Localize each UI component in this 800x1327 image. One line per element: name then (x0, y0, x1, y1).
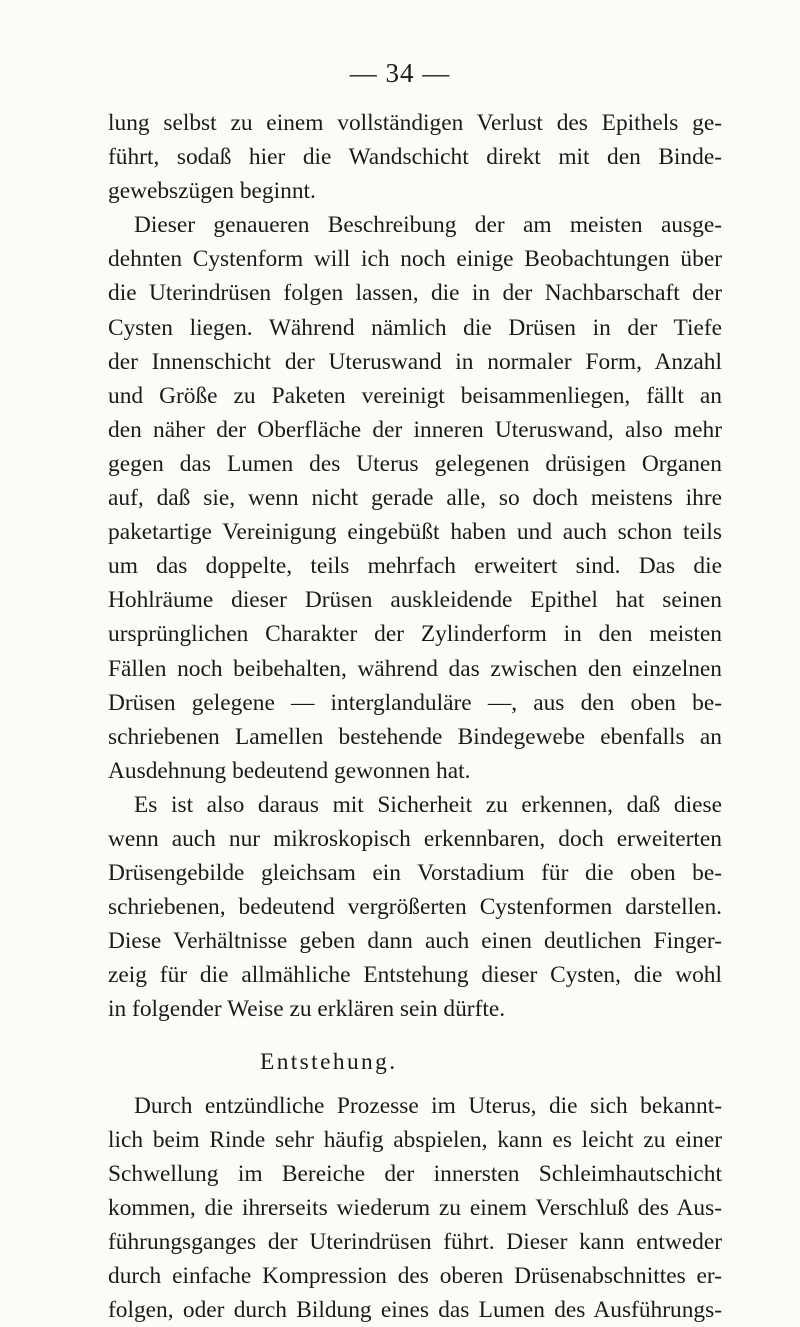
page-number: — 34 — (349, 58, 451, 88)
text-line: führungsganges der Uterindrüsen führt. Dieser kann entweder (108, 1228, 722, 1255)
text-line: gegen das Lumen des Uterus gelegenen drüsigen Organen (108, 450, 722, 477)
text-line: lich beim Rinde sehr häufig abspielen, kann es leicht zu einer (108, 1126, 722, 1153)
text-line: paketartige Vereinigung eingebüßt haben und auch schon teils (108, 519, 722, 546)
text-line: führt, sodaß hier die Wandschicht direkt mit den Binde- (108, 144, 722, 171)
text-line: kommen, die ihrerseits wiederum zu einem Verschluß des Aus- (108, 1194, 722, 1221)
text-line: schriebenen Lamellen bestehende Bindegewebe ebenfalls an (108, 723, 722, 750)
text-line: zeig für die allmähliche Entstehung dieser Cysten, die wohl (108, 962, 722, 989)
body-text (108, 106, 722, 1327)
paragraph-3 (108, 788, 722, 1027)
text-line: Es ist also daraus mit Sicherheit zu erkennen, daß diese (134, 791, 722, 818)
text-line: auf, daß sie, wenn nicht gerade alle, so doch meistens ihre (108, 485, 722, 512)
text-line: ursprünglichen Charakter der Zylinderform in den meisten (108, 621, 722, 648)
text-line: und Größe zu Paketen vereinigt beisammenliegen, fällt an (108, 382, 722, 409)
text-line: um das doppelte, teils mehrfach erweitert sind. Das die (108, 553, 722, 580)
text-line: Fällen noch beibehalten, während das zwischen den einzelnen (108, 655, 722, 682)
text-line: in folgender Weise zu erklären sein dürfte. (108, 996, 506, 1023)
text-line: durch einfache Kompression des oberen Drüsenabschnittes er- (108, 1263, 722, 1289)
text-line: Durch entzündliche Prozesse im Uterus, die sich bekannt- (134, 1092, 722, 1119)
text-line: Ausdehnung bedeutend gewonnen hat. (108, 757, 471, 784)
text-line: Schwellung im Bereiche der innersten Schleimhautschicht (108, 1160, 722, 1187)
text-line: Drüsengebilde gleichsam ein Vorstadium für die oben be- (108, 860, 722, 887)
text-line: lung selbst zu einem vollständigen Verlust des Epithels ge- (108, 110, 722, 136)
text-line: Diese Verhältnisse geben dann auch einen deutlichen Finger- (108, 928, 722, 955)
text-line: Hohlräume dieser Drüsen auskleidende Epithel hat seinen (108, 587, 722, 614)
paragraph-4 (108, 1089, 722, 1327)
text-line: Drüsen gelegene — interglanduläre —, aus den oben be- (108, 689, 722, 716)
text-line: gewebszügen beginnt. (108, 178, 316, 205)
text-line: schriebenen, bedeutend vergrößerten Cystenformen darstellen. (108, 894, 722, 921)
text-line: die Uterindrüsen folgen lassen, die in der Nachbarschaft der (108, 280, 722, 307)
section-heading: Entstehung. (260, 1048, 398, 1075)
paragraph-1 (108, 106, 722, 208)
paragraph-2 (108, 208, 722, 788)
text-line: Dieser genaueren Beschreibung der am meisten ausge- (134, 212, 722, 239)
text-line: Cysten liegen. Während nämlich die Drüsen in der Tiefe (108, 314, 722, 341)
text-line: wenn auch nur mikroskopisch erkennbaren, doch erweiterten (108, 825, 722, 852)
text-line: folgen, oder durch Bildung eines das Lumen des Ausführungs- (108, 1297, 722, 1324)
text-line: der Innenschicht der Uteruswand in normaler Form, Anzahl (108, 348, 722, 375)
text-line: dehnten Cystenform will ich noch einige Beobachtungen über (108, 246, 722, 273)
text-line: den näher der Oberfläche der inneren Uteruswand, also mehr (108, 416, 722, 443)
